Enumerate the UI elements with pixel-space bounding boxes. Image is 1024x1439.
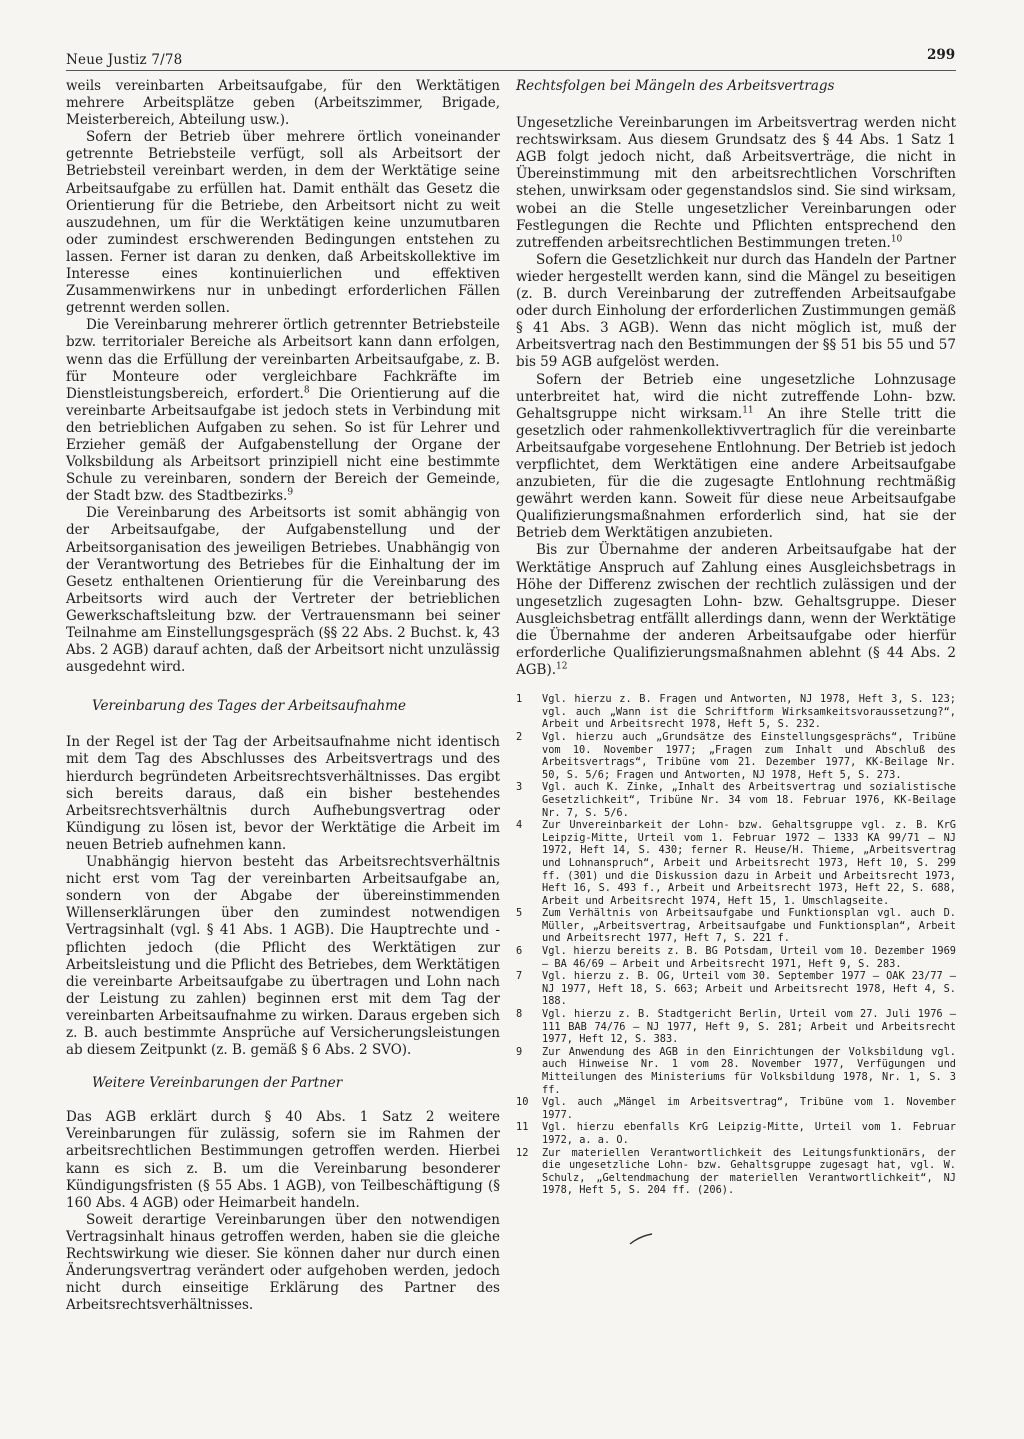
paragraph: In der Regel ist der Tag der Arbeitsaufnahme nicht identisch mit dem Tag des Abschlusses des Arbeitsvertrags und des hierdurch begründeten Arbeitsrechtsverhältnisses. Das ergibt sich bereits daraus, daß ein bisher bestehendes Arbeitsrechtsverhältnis durch Aufhebungsvertrag oder Kündigung zu lösen ist, bevor der Werktätige die Arbeit im neuen Betrieb aufnehmen kann. bbox=[66, 734, 500, 853]
footnote: 11 Vgl. hierzu ebenfalls KrG Leipzig-Mitte, Urteil vom 1. Februar 1972, a. a. O. bbox=[516, 1121, 956, 1146]
footnote: 7 Vgl. hierzu z. B. OG, Urteil vom 30. September 1977 — OAK 23/77 — NJ 1977, Heft 18, S. 663; Arbeit und Arbeitsrecht 1978, Heft 4, S. 188. bbox=[516, 970, 956, 1008]
footnote: 9 Zur Anwendung des AGB in den Einrichtungen der Volksbildung vgl. auch Hinweise Nr. 1 vom 28. November 1977, Verfügungen und Mitteilungen des Ministeriums für Volksbildung 1978, Nr. 1, S. 3 ff. bbox=[516, 1045, 956, 1096]
paragraph: Soweit derartige Vereinbarungen über den notwendigen Vertragsinhalt hinaus getroffen werden, haben sie die gleiche Rechtswirkung wie dieser. Sie können daher nur durch einen Änderungsvertrag verändert oder aufgehoben werden, jedoch nicht durch einseitige Erklärung des Partner des Arbeitsrechtsverhältnisses. bbox=[66, 1211, 500, 1314]
footnote: 1 Vgl. hierzu z. B. Fragen und Antworten, NJ 1978, Heft 3, S. 123; vgl. auch „Wann ist die Schriftform Wirksamkeitsvoraussetzung?“, Arbeit und Arbeitsrecht 1978, Heft 5, S. 232. bbox=[516, 693, 956, 731]
footnote: 10 Vgl. auch „Mängel im Arbeitsvertrag“, Tribüne vom 1. November 1977. bbox=[516, 1096, 956, 1121]
paragraph: Das AGB erklärt durch § 40 Abs. 1 Satz 2 weitere Vereinbarungen für zulässig, sofern sie im Rahmen der arbeitsrechtlichen Bestimmungen getroffen werden. Hierbei kann es sich z. B. um die Vereinbarung besonderer Kündigungsfristen (§ 55 Abs. 1 AGB), von Teilbeschäftigung (§ 160 Abs. 4 AGB) oder Heimarbeit handeln. bbox=[66, 1109, 500, 1211]
paragraph: Sofern die Gesetzlichkeit nur durch das Handeln der Partner wieder hergestellt werden kann, sind die Mängel zu beseitigen (z. B. durch Vereinbarung der zutreffenden Arbeitsaufgabe oder durch Einholung der erforderlichen Zustimmungen gemäß § 41 Abs. 3 AGB). Wenn das nicht möglich ist, muß der Arbeitsvertrag nach den Bestimmungen der §§ 51 bis 55 und 57 bis 59 AGB aufgelöst werden. bbox=[516, 251, 956, 371]
section-heading: Rechtsfolgen bei Mängeln des Arbeitsvertrags bbox=[516, 78, 835, 94]
footnote-ref: 10 bbox=[890, 234, 903, 245]
footnote: 3 Vgl. auch K. Zinke, „Inhalt des Arbeitsvertrag und sozialistische Gesetzlichkeit“, Tribüne Nr. 34 vom 18. Februar 1976, KK-Beilage Nr. 7, S. 5/6. bbox=[516, 781, 956, 819]
footnote: 6 Vgl. hierzu bereits z. B. BG Potsdam, Urteil vom 10. Dezember 1969 — BA 46/69 — Arbeit und Arbeitsrecht 1971, Heft 9, S. 283. bbox=[516, 945, 956, 970]
footnote: 2 Vgl. hierzu auch „Grundsätze des Einstellungsgesprächs“, Tribüne vom 10. November 1977; „Fragen zum Inhalt und Abschluß des Arbeitsvertrags“, Tribüne vom 21. Dezember 1977, KK-Beilage Nr. 50, S. 5/6; Fragen und Antworten, NJ 1978, Heft 5, S. 273. bbox=[516, 730, 956, 781]
left-column bbox=[66, 78, 500, 1314]
page-number: 299 bbox=[927, 47, 956, 63]
pen-mark-icon bbox=[628, 1232, 654, 1246]
footnotes bbox=[516, 693, 956, 1197]
section-heading: Vereinbarung des Tages der Arbeitsaufnahme bbox=[92, 698, 406, 715]
paragraph: Bis zur Übernahme der anderen Arbeitsaufgabe hat der Werktätige Anspruch auf Zahlung eines Ausgleichsbetrags in Höhe der Differenz zwischen der rechtlich zulässigen und der ungesetzlich zugesagten Lohn- bzw. Gehaltsgruppe. Dieser Ausgleichsbetrag entfällt allerdings dann, wenn der Werktätige die Übernahme der anderen Arbeitsaufgabe oder hierfür erforderliche Qualifizierungsmaßnahmen ablehnt (§ 44 Abs. 2 AGB).$^{12}$ bbox=[516, 542, 956, 679]
journal-issue: Neue Justiz 7/78 bbox=[66, 52, 183, 68]
footnote-ref: 8 bbox=[303, 385, 310, 396]
footnote: 8 Vgl. hierzu z. B. Stadtgericht Berlin, Urteil vom 27. Juli 1976 — 111 BAB 74/76 — NJ 1977, Heft 9, S. 281; Arbeit und Arbeitsrecht 1977, Heft 12, S. 383. bbox=[516, 1008, 956, 1046]
footnote-ref: 11 bbox=[742, 405, 754, 416]
section-heading: Weitere Vereinbarungen der Partner bbox=[92, 1075, 343, 1092]
right-column bbox=[516, 78, 956, 1197]
footnote-ref: 12 bbox=[556, 661, 568, 672]
footnote: 5 Zum Verhältnis von Arbeitsaufgabe und Funktionsplan vgl. auch D. Müller, „Arbeitsvertrag, Arbeitsaufgabe und Funktionsplan“, Arbeit und Arbeitsrecht 1977, Heft 7, S. 221 f. bbox=[516, 907, 956, 945]
footnote-ref: 9 bbox=[287, 487, 294, 498]
paragraph: Die Vereinbarung des Arbeitsorts ist somit abhängig von der Arbeitsaufgabe, der Aufgabenstellung und der Arbeitsorganisation des jeweiligen Betriebes. Unabhängig von der Verantwortung des Betriebes für die Einhaltung der im Gesetz enthaltenen Orientierung für die Vereinbarung des Arbeitsorts wird auch der Vertreter der betrieblichen Gewerkschaftsleitung bzw. der Vertrauensmann bei seiner Teilnahme am Einstellungsgespräch (§§ 22 Abs. 2 Buchst. k, 43 Abs. 2 AGB) darauf achten, daß der Arbeitsort nicht unzulässig ausgedehnt wird. bbox=[66, 505, 500, 676]
paragraph: Die Vereinbarung mehrerer örtlich getrennter Betriebsteile bzw. territorialer Bereiche als Arbeitsort kann dann erfolgen, wenn das die Erfüllung der vereinbarten Arbeitsaufgabe, z. B. für Monteure oder vergleichbare Fachkräfte im Dienstleistungsbereich, erfordert.$^8$ Die Orientierung auf die vereinbarte Arbeitsaufgabe ist jedoch stets in Verbindung mit den betrieblichen Aufgaben zu sehen. So ist für Lehrer und Erzieher gemäß der Aufgabenstellung der Organe der Volksbildung als Arbeitsort prinzipiell nicht eine bestimmte Schule zu vereinbaren, sondern der Bereich der Gemeinde, der Stadt bzw. des Stadtbezirks.$^9$ bbox=[66, 317, 500, 505]
paragraph: Ungesetzliche Vereinbarungen im Arbeitsvertrag werden nicht rechtswirksam. Aus diesem Grundsatz des § 44 Abs. 1 Satz 1 AGB folgt jedoch nicht, daß Arbeitsverträge, die nicht in Übereinstimmung mit den arbeitsrechtlichen Vorschriften stehen, unwirksam oder gegenstandslos sind. Sie sind wirksam, wobei an die Stelle ungesetzlicher Vereinbarungen oder Festlegungen die Rechte und Pflichten entsprechend den zutreffenden arbeitsrechtlichen Bestimmungen treten.$^{10}$ bbox=[516, 115, 956, 251]
paragraph: Sofern der Betrieb über mehrere örtlich voneinander getrennte Betriebsteile verfügt, soll als Arbeitsort der Betriebsteil vereinbart werden, in dem der Werktätige seine Arbeitsaufgabe zu erfüllen hat. Damit enthält das Gesetz die Orientierung für die Betriebe, den Arbeitsort nicht zu weit auszudehnen, um für die Werktätigen keine unzumutbaren oder zumindest erschwerenden Bedingungen entstehen zu lassen. Ferner ist daran zu denken, daß Arbeitskollektive im Interesse eines kontinuierlichen und effektiven Zusammenwirkens nur in unbedingt erforderlichen Fällen getrennt werden sollen. bbox=[66, 129, 500, 317]
paragraph: Unabhängig hiervon besteht das Arbeitsrechtsverhältnis nicht erst vom Tag der vereinbarten Arbeitsaufgabe an, sondern von der Abgabe der übereinstimmenden Willenserklärungen über den zumindest notwendigen Vertragsinhalt (vgl. § 41 Abs. 1 AGB). Die Hauptrechte und -pflichten jedoch (die Pflicht des Werktätigen zur Arbeitsleistung und die Pflicht des Betriebes, dem Werktätigen die vereinbarte Arbeitsaufgabe zu übertragen und Lohn nach der Leistung zu zahlen) beginnen erst mit dem Tag der vereinbarten Arbeitsaufnahme zu wirken. Daraus ergeben sich z. B. auch bestimmte Ansprüche auf Versicherungsleistungen ab diesem Zeitpunkt (z. B. gemäß § 6 Abs. 2 SVO). bbox=[66, 854, 500, 1059]
paragraph: Sofern der Betrieb eine ungesetzliche Lohnzusage unterbreitet hat, wird die nicht zutreffende Lohn- bzw. Gehaltsgruppe nicht wirksam.$^{11}$ An ihre Stelle tritt die gesetzlich oder rahmenkollektivvertraglich für die vereinbarte Arbeitsaufgabe vorgesehene Entlohnung. Der Betrieb ist jedoch verpflichtet, dem Werktätigen eine andere Arbeitsaufgabe anzubieten, für die die zugesagte Entlohnung rechtmäßig gewährt werden kann. Soweit für diese neue Arbeitsaufgabe Qualifizierungsmaßnahmen erforderlich sind, hat sie der Betrieb dem Werktätigen anzubieten. bbox=[516, 371, 956, 542]
header-rule bbox=[66, 70, 956, 71]
footnote: 4 Zur Unvereinbarkeit der Lohn- bzw. Gehaltsgruppe vgl. z. B. KrG Leipzig-Mitte, Urteil vom 1. Februar 1972 — 1333 KA 99/71 — NJ 1972, Heft 14, S. 430; ferner R. Heuse/H. Thieme, „Arbeitsvertrag und Lohnanspruch“, Arbeit und Arbeitsrecht 1973, Heft 10, S. 299 ff. (301) und die Diskussion dazu in Arbeit und Arbeitsrecht 1973, Heft 16, S. 493 f., Arbeit und Arbeitsrecht 1973, Heft 22, S. 688, Arbeit und Arbeitsrecht 1974, Heft 15, 1. Umschlagseite. bbox=[516, 819, 956, 907]
paragraph: weils vereinbarten Arbeitsaufgabe, für den Werktätigen mehrere Arbeitsplätze geben (Arbeitszimmer, Brigade, Meisterbereich, Abteilung usw.). bbox=[66, 78, 500, 129]
footnote: 12 Zur materiellen Verantwortlichkeit des Leitungsfunktionärs, der die ungesetzliche Lohn- bzw. Gehaltsgruppe zugesagt hat, vgl. W. Schulz, „Geltendmachung der materiellen Verantwortlichkeit“, NJ 1978, Heft 5, S. 204 ff. (206). bbox=[516, 1146, 956, 1197]
